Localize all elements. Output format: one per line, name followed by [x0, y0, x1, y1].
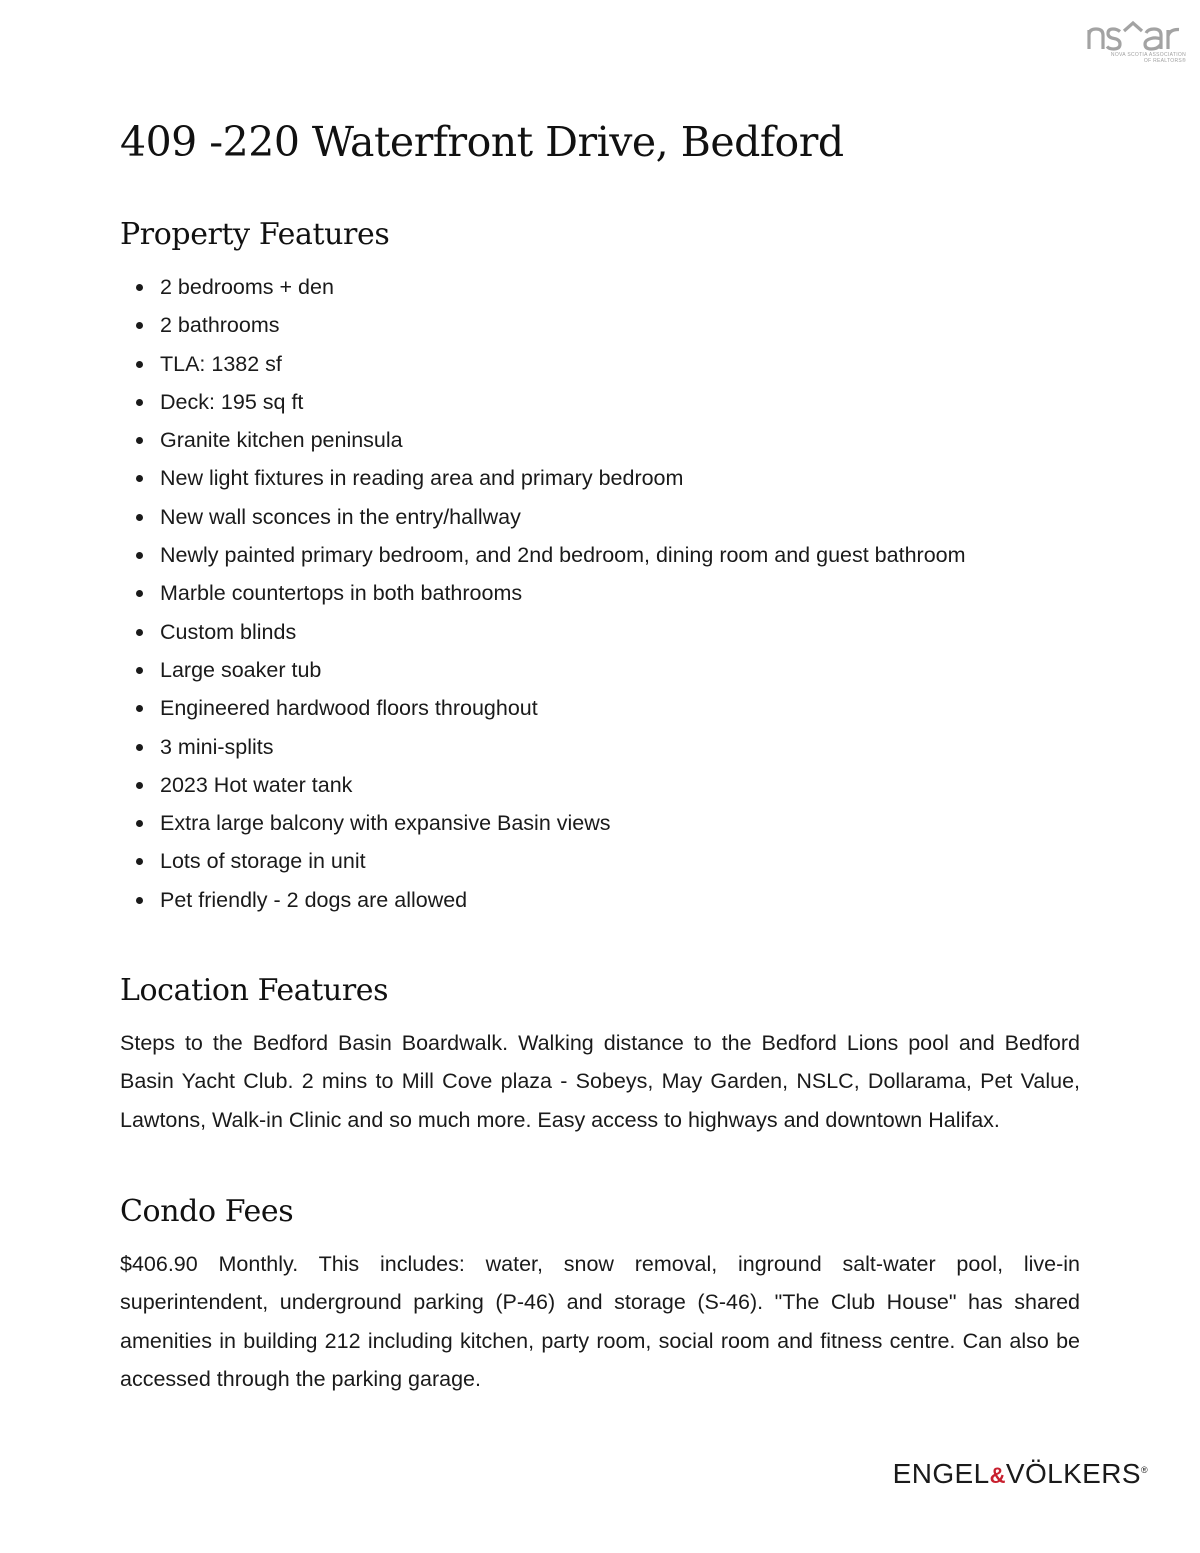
list-item-text: Newly painted primary bedroom, and 2nd bedroom, dining room and guest bathroom — [160, 543, 966, 568]
bullet-icon — [136, 475, 143, 482]
list-item — [120, 421, 1080, 459]
list-item-text: New light fixtures in reading area and primary bedroom — [160, 466, 684, 491]
list-item-text: 3 mini-splits — [160, 734, 274, 759]
list-item-text: Custom blinds — [160, 619, 297, 644]
list-item-text: Marble countertops in both bathrooms — [160, 581, 523, 606]
list-item — [120, 498, 1080, 536]
logo-ampersand: & — [989, 1463, 1006, 1488]
bullet-icon — [136, 820, 143, 827]
list-item — [120, 268, 1080, 306]
nsar-logo — [1084, 18, 1190, 70]
list-item — [120, 613, 1080, 651]
nsar-subtitle-line1: NOVA SCOTIA ASSOCIATION — [1110, 52, 1186, 58]
list-item-text: 2 bedrooms + den — [160, 275, 334, 299]
location-features-heading: Location Features — [120, 973, 389, 1008]
bullet-icon — [136, 437, 143, 444]
bullet-icon — [136, 361, 143, 368]
list-item — [120, 842, 1080, 880]
list-item-text: Extra large balcony with expansive Basin views — [160, 811, 611, 836]
bullet-icon — [136, 858, 143, 865]
list-item — [120, 804, 1080, 842]
bullet-icon — [136, 667, 143, 674]
list-item-text: New wall sconces in the entry/hallway — [160, 504, 521, 529]
list-item — [120, 383, 1080, 421]
list-item-text: 2023 Hot water tank — [160, 772, 353, 797]
list-item-text: TLA: 1382 sf — [160, 351, 282, 376]
bullet-icon — [136, 590, 143, 597]
list-item — [120, 881, 1080, 919]
bullet-icon — [136, 399, 143, 406]
list-item — [120, 766, 1080, 804]
bullet-icon — [136, 514, 143, 521]
list-item — [120, 345, 1080, 383]
list-item-text: Large soaker tub — [160, 657, 322, 682]
list-item — [120, 574, 1080, 612]
location-features-text: Steps to the Bedford Basin Boardwalk. Walking distance to the Bedford Lions pool and Bedford Basin Yacht Club. 2 mins to Mill Cove plaza - Sobeys, May Garden, NSLC, Dollarama, Pet Value, Lawtons, Walk-in Clinic and so much more. Easy access to highways and downtown Halifax. — [120, 1031, 1080, 1132]
bullet-icon — [136, 897, 143, 904]
bullet-icon — [136, 322, 143, 329]
page-title: 409 -220 Waterfront Drive, Bedford — [120, 118, 844, 166]
registered-mark: ® — [1140, 1465, 1148, 1475]
list-item-text: 2 bathrooms — [160, 313, 280, 338]
bullet-icon — [136, 782, 143, 789]
list-item — [120, 459, 1080, 497]
bullet-icon — [136, 744, 143, 751]
list-item — [120, 306, 1080, 344]
property-features-heading: Property Features — [120, 217, 390, 252]
engel-volkers-logo — [893, 1458, 1148, 1492]
bullet-icon — [136, 284, 143, 291]
list-item-text: Engineered hardwood floors throughout — [160, 696, 538, 721]
logo-part-volkers: VÖLKERS — [1005, 1458, 1141, 1489]
house-roof-icon — [1086, 18, 1190, 52]
condo-fees-text: $406.90 Monthly. This includes: water, snow removal, inground salt-water pool, live-in superintendent, underground parking (P-46) and storage (S-46). "The Club House" has shared amenities in building 212 including kitchen, party room, social room and fitness centre. Can also be accessed through the parking garage. — [120, 1252, 1080, 1391]
list-item — [120, 536, 1080, 574]
bullet-icon — [136, 552, 143, 559]
list-item — [120, 728, 1080, 766]
logo-part-engel: ENGEL — [892, 1458, 990, 1489]
property-features-list — [120, 268, 1080, 919]
nsar-subtitle-line2: OF REALTORS® — [1143, 58, 1186, 64]
list-item — [120, 651, 1080, 689]
list-item-text: Lots of storage in unit — [160, 849, 366, 874]
condo-fees-heading: Condo Fees — [120, 1194, 294, 1229]
list-item-text: Deck: 195 sq ft — [160, 389, 304, 414]
list-item — [120, 689, 1080, 727]
list-item-text: Granite kitchen peninsula — [160, 428, 403, 453]
list-item-text: Pet friendly - 2 dogs are allowed — [160, 887, 468, 912]
bullet-icon — [136, 705, 143, 712]
bullet-icon — [136, 629, 143, 636]
